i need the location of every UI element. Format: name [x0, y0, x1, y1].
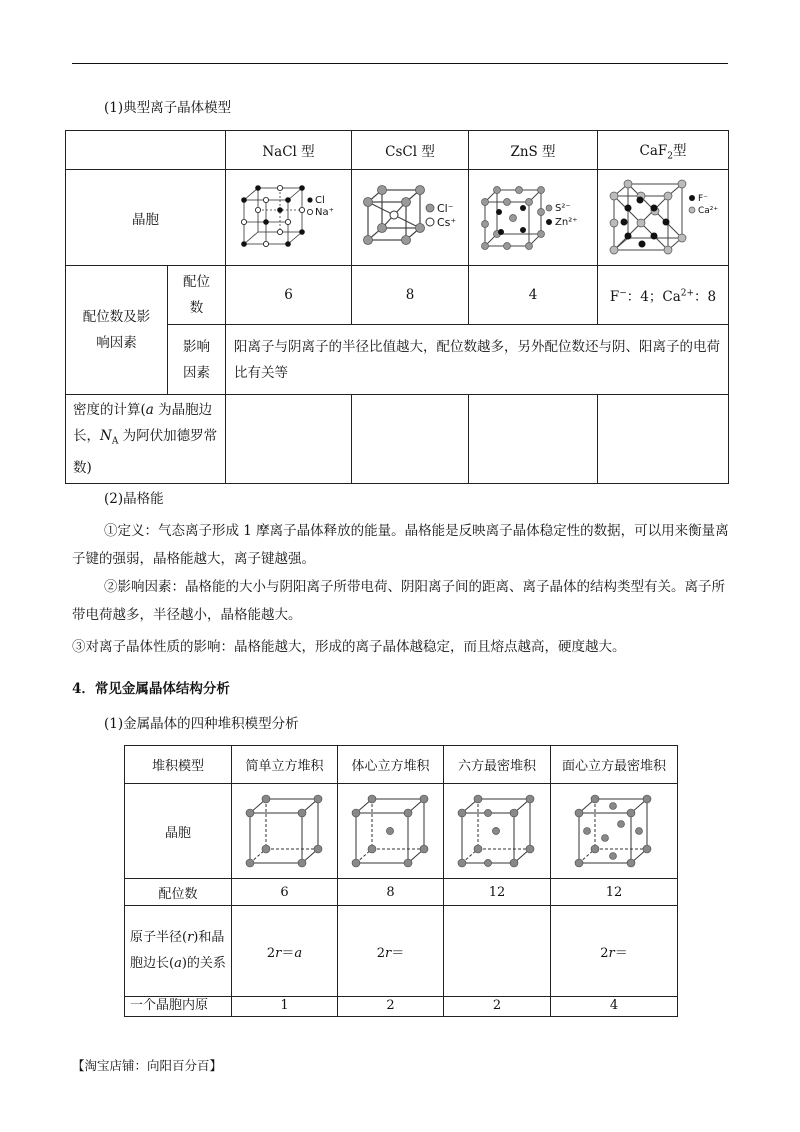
header-nacl: NaCl 型 [226, 131, 352, 170]
row-label-unit-cell-2: 晶胞 [125, 784, 232, 879]
cscl-lattice-diagram [354, 178, 466, 258]
cscl-cell [352, 170, 469, 266]
factor-description: 阳离子与阴离子的半径比值越大，配位数越多，另外配位数还与阴、阳离子的电荷比有关等 [226, 325, 729, 395]
header-simple-cubic: 简单立方堆积 [232, 746, 338, 784]
hcp-radius [444, 906, 551, 997]
fcc-coordination: 12 [551, 879, 678, 906]
caf2-lattice-diagram [604, 178, 722, 258]
bcc-coordination: 8 [338, 879, 444, 906]
zns-coordination: 4 [469, 266, 598, 325]
section-title-lattice-energy: (2)晶格能 [104, 491, 164, 507]
bcc-cell [338, 784, 444, 879]
nacl-density [226, 395, 352, 484]
lattice-energy-factors: ②影响因素：晶格能的大小与阴阳离子所带电荷、阴阳离子间的距离、离子晶体的结构类型有关。离子所带电荷越多，半径越小，晶格能越大。 [72, 579, 725, 623]
table2-count-row [125, 997, 678, 1017]
header-caf2: CaF$_2$型 [598, 131, 729, 170]
header-cscl: CsCl 型 [352, 131, 469, 170]
table2-coordination-row [125, 879, 678, 906]
row-label-density: 密度的计算(a 为晶胞边长，$N_A$ 为阿伏加德罗常数) [66, 395, 226, 484]
simple-cubic-coordination: 6 [232, 879, 338, 906]
header-fcc: 面心立方最密堆积 [551, 746, 678, 784]
zns-legend-zn: Zn²⁺ [555, 216, 578, 228]
nacl-legend-na: Na⁺ [314, 206, 334, 218]
nacl-legend-cl: Cl [314, 194, 325, 206]
table2-header-row [125, 746, 678, 784]
lattice-energy-effects: ③对离子晶体性质的影响：晶格能越大，形成的离子晶体越稳定，而且熔点越高，硬度越大。 [72, 639, 626, 655]
unit-cell-row [66, 170, 729, 266]
zns-lattice-diagram [477, 178, 589, 258]
caf2-coordination: F−：4；$Ca^{2+}$：8 [598, 266, 729, 325]
caf2-legend-f: F⁻ [698, 193, 708, 204]
bcc-count: 2 [338, 997, 444, 1017]
hcp-coordination: 12 [444, 879, 551, 906]
section-title-ionic-models: (1)典型离子晶体模型 [104, 100, 232, 116]
section-title-metal-crystals: 4．常见金属晶体结构分析 [72, 681, 230, 697]
hcp-diagram [452, 791, 542, 871]
zns-density [469, 395, 598, 484]
bcc-radius: 2r＝ [338, 906, 444, 997]
row-label-coordination-2: 配位数 [125, 879, 232, 906]
caf2-legend-ca: Ca²⁺ [698, 205, 719, 216]
simple-cubic-diagram [240, 791, 330, 871]
nacl-coordination: 6 [226, 266, 352, 325]
simple-cubic-radius: 2r＝a [232, 906, 338, 997]
caf2-density [598, 395, 729, 484]
zns-cell [469, 170, 598, 266]
zns-legend-s: S²⁻ [555, 202, 571, 214]
hcp-cell [444, 784, 551, 879]
cscl-density [352, 395, 469, 484]
nacl-cell [226, 170, 352, 266]
density-row [66, 395, 729, 484]
cscl-legend-cs: Cs⁺ [437, 215, 457, 229]
footer-shop-label: 【淘宝店铺：向阳百分百】 [72, 1058, 223, 1073]
sub-label-factor: 影响因素 [168, 325, 226, 395]
header-bcc: 体心立方堆积 [338, 746, 444, 784]
fcc-cell [551, 784, 678, 879]
header-hcp: 六方最密堆积 [444, 746, 551, 784]
hcp-count: 2 [444, 997, 551, 1017]
caf2-cell [598, 170, 729, 266]
bcc-diagram [346, 791, 436, 871]
header-rule [72, 63, 728, 64]
metal-stacking-table [124, 745, 678, 1017]
coordination-row [66, 266, 729, 325]
header-empty-cell [66, 131, 226, 170]
nacl-lattice-diagram [230, 178, 348, 258]
cscl-coordination: 8 [352, 266, 469, 325]
ionic-crystal-table [65, 130, 729, 484]
cscl-legend-cl: Cl⁻ [437, 201, 454, 215]
table2-radius-row [125, 906, 678, 997]
header-stacking-model: 堆积模型 [125, 746, 232, 784]
sub-label-coordination: 配位数 [168, 266, 226, 325]
simple-cubic-cell [232, 784, 338, 879]
lattice-energy-definition: ①定义：气态离子形成 1 摩离子晶体释放的能量。晶格能是反映离子晶体稳定性的数据，可以用来衡量离子键的强弱，晶格能越大，离子键越强。 [72, 523, 729, 567]
table2-cell-row [125, 784, 678, 879]
fcc-diagram [569, 791, 659, 871]
header-zns: ZnS 型 [469, 131, 598, 170]
row-label-atom-count: 一个晶胞内原 [125, 997, 232, 1017]
fcc-radius: 2r＝ [551, 906, 678, 997]
section-subtitle-stacking-models: (1)金属晶体的四种堆积模型分析 [104, 716, 299, 732]
row-label-radius: 原子半径(r)和晶胞边长(a)的关系 [125, 906, 232, 997]
table-header-row [66, 131, 729, 170]
row-label-coordination: 配位数及影响因素 [66, 266, 168, 395]
row-label-unit-cell: 晶胞 [66, 170, 226, 266]
fcc-count: 4 [551, 997, 678, 1017]
simple-cubic-count: 1 [232, 997, 338, 1017]
